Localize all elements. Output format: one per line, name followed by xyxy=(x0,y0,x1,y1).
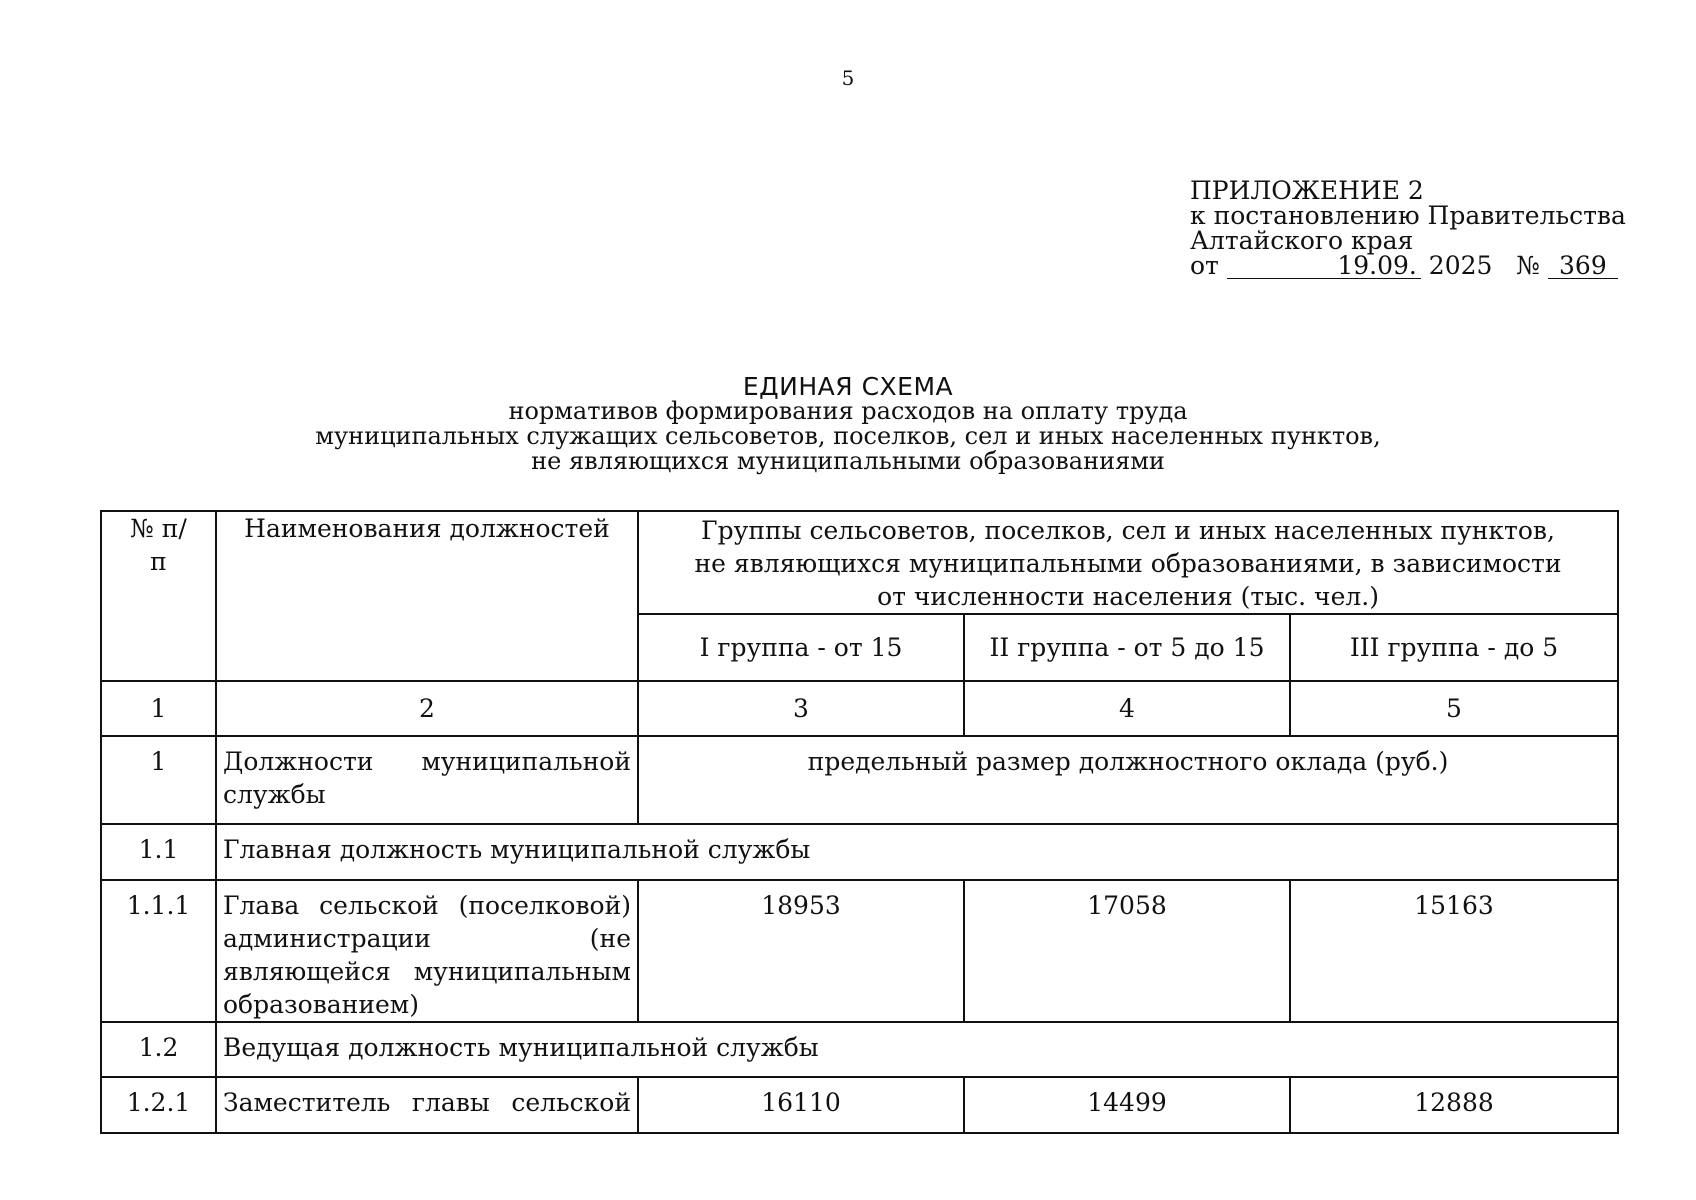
number-sign: № xyxy=(1516,251,1540,280)
title-line-3: не являющихся муниципальными образованиями xyxy=(531,447,1165,475)
row-span-text: предельный размер должностного оклада (руб.) xyxy=(638,736,1618,824)
title-line-1: нормативов формирования расходов на оплату труда xyxy=(508,397,1188,425)
table-row xyxy=(101,736,1618,824)
table-row-section xyxy=(101,824,1618,880)
header-group-3: III группа - до 5 xyxy=(1290,614,1618,681)
row-value-group-2: 17058 xyxy=(964,880,1290,1022)
row-value-group-1: 18953 xyxy=(638,880,964,1022)
date-prefix: от xyxy=(1190,251,1219,280)
appendix-block xyxy=(1190,176,1626,280)
title-main: ЕДИНАЯ СХЕМА xyxy=(742,372,954,401)
header-name: Наименования должностей xyxy=(216,511,638,681)
row-value-group-1: 16110 xyxy=(638,1077,964,1133)
row-value-group-2: 14499 xyxy=(964,1077,1290,1133)
row-num: 1 xyxy=(101,736,216,824)
page-number: 5 xyxy=(841,66,855,90)
col-number: 5 xyxy=(1290,681,1618,736)
appendix-title: ПРИЛОЖЕНИЕ 2 xyxy=(1190,176,1424,205)
table-row xyxy=(101,880,1618,1022)
row-position-name: Глава сельской (поселковой) администрации (не являющейся муниципальным образованием) xyxy=(216,880,638,1022)
header-groups-line-3: от численности населения (тыс. чел.) xyxy=(877,582,1379,611)
appendix-date-line xyxy=(1190,253,1610,279)
decree-number: 369 xyxy=(1548,253,1618,279)
row-value-group-3: 15163 xyxy=(1290,880,1618,1022)
col-number: 2 xyxy=(216,681,638,736)
row-section-title: Ведущая должность муниципальной службы xyxy=(216,1022,1618,1077)
row-value-group-3: 12888 xyxy=(1290,1077,1618,1133)
header-num: № п/п xyxy=(101,511,216,681)
appendix-line-2: к постановлению Правительства xyxy=(1190,201,1626,230)
appendix-line-3: Алтайского края xyxy=(1190,226,1414,255)
row-num: 1.1.1 xyxy=(101,880,216,1022)
col-number: 3 xyxy=(638,681,964,736)
header-groups-line-2: не являющихся муниципальными образованиями, в зависимости xyxy=(694,549,1562,578)
row-section-title: Главная должность муниципальной службы xyxy=(216,824,1618,880)
row-num: 1.2 xyxy=(101,1022,216,1077)
col-number: 4 xyxy=(964,681,1290,736)
header-groups-line-1: Группы сельсоветов, поселков, сел и иных населенных пунктов, xyxy=(701,516,1555,545)
header-groups xyxy=(638,511,1618,614)
header-group-1: I группа - от 15 xyxy=(638,614,964,681)
salary-schema-table xyxy=(100,510,1619,1134)
header-row xyxy=(101,511,1618,614)
row-position-name: Должности муниципальной службы xyxy=(216,736,638,824)
decree-year: 2025 xyxy=(1428,251,1493,280)
table-row-section xyxy=(101,1022,1618,1077)
header-group-2: II группа - от 5 до 15 xyxy=(964,614,1290,681)
table-row xyxy=(101,1077,1618,1133)
row-num: 1.2.1 xyxy=(101,1077,216,1133)
column-number-row xyxy=(101,681,1618,736)
col-number: 1 xyxy=(101,681,216,736)
row-position-name: Заместитель главы сельской xyxy=(216,1077,638,1133)
decree-date: 19.09. xyxy=(1227,253,1421,279)
row-num: 1.1 xyxy=(101,824,216,880)
document-title xyxy=(0,374,1696,474)
title-line-2: муниципальных служащих сельсоветов, поселков, сел и иных населенных пунктов, xyxy=(315,422,1381,450)
